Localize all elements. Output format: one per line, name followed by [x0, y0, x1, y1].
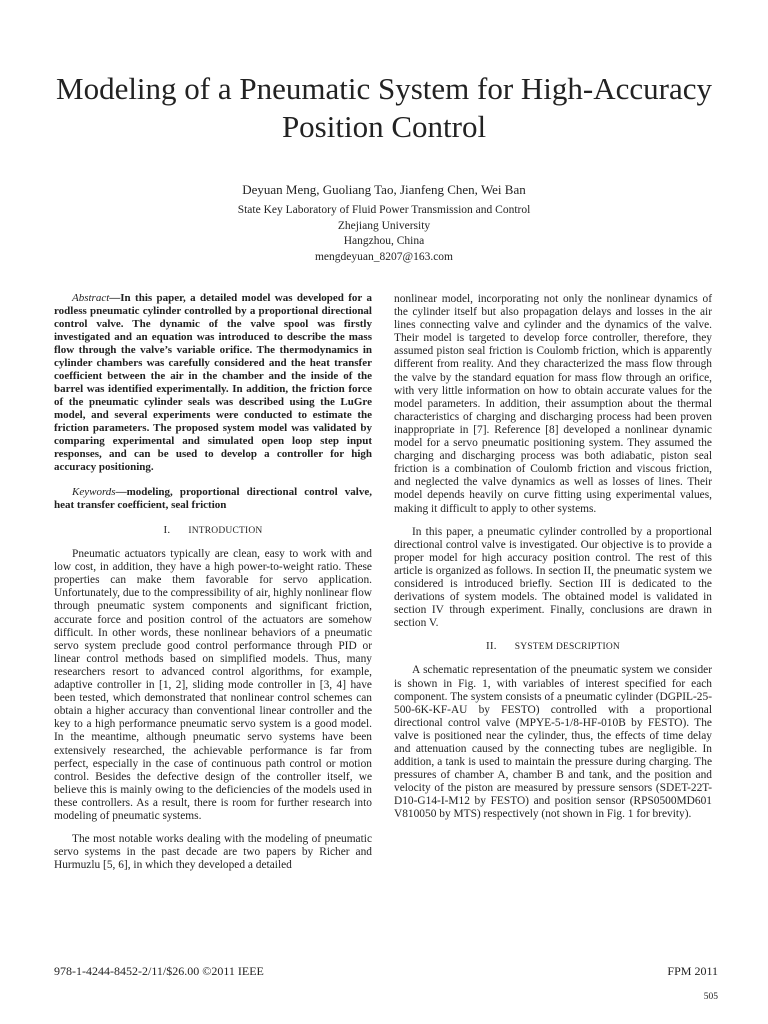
paper-title: [40, 70, 728, 146]
author-list: Deyuan Meng, Guoliang Tao, Jianfeng Chen, Wei Ban: [242, 182, 526, 197]
affiliation-lab: State Key Laboratory of Fluid Power Transmission and Control: [237, 204, 531, 216]
title-line-1: Modeling of a Pneumatic System for High-Accuracy: [56, 71, 712, 106]
section-heading-system-description: [394, 640, 712, 654]
system-paragraph-1: A schematic representation of the pneumatic system we consider is shown in Fig. 1, with variables of interest specified for each component. The system consists of a pneumatic cylinder (DGPIL-25-500-6K-KF-AU by FESTO) controlled with a proportional directional control valve (MPYE-5-1/8-HF-010B by FESTO). The valve is positioned near the cylinder, thus, the effects of time delay and attenuation caused by the connecting tubes are negligible. In addition, a tank is used to maintain the pressure during charging. The pressures of chamber A, chamber B and tank, and the position and velocity of the piston are measured by pressure sensors (SDET-22T-D10-G14-I-M12 by FESTO) and position sensor (RPS0500MD601 V810050 by MTS) respectively (not shown in Fig. 1 for brevity).: [394, 664, 712, 821]
abstract-label: Abstract: [72, 292, 110, 304]
intro-paragraph-1: Pneumatic actuators typically are clean, easy to work with and low cost, in addition, they have a high power-to-weight ratio. These properties can make them favorable for servo application. Unfortunately, due to the compressibility of air, highly nonlinear flow through pneumatic system components and significant friction, accurate force and position control of the actuators are somehow difficult. In other words, these nonlinear behaviors of a pneumatic servo system preclude good control performance through PID or linear control methods based on simplified models. Thus, many researchers resort to advanced control algorithms, for example, adaptive controller in [1, 2], sliding mode controller in [3, 4] have been tested, which demonstrated that nonlinear control schemes can obtain a higher accuracy than conventional linear controller and the key to a high performance pneumatic servo system is a good model. In the meantime, although pneumatic servo systems have been extensively researched, the achievable performance is far from perfect, especially in the case of continuous path control or motion control. Besides the defective design of the controller itself, we believe this is mainly owing to the deficiencies of the models used in these controllers. As a result, there is room for further research into modeling of pneumatic systems.: [54, 548, 372, 822]
intro-paragraph-2-continued: nonlinear model, incorporating not only the nonlinear dynamics of the cylinder itself but also propagation delays and losses in the air lines connecting valve and cylinder and the dynamics of the valve. Their model is targeted to develop force controller, therefore, they assumed piston seal friction is Coulomb friction, which is apparently different from reality. And they characterized the mass flow through the valve by the standard equation for mass flow through an orifice, with very little information on how to obtain accurate values for the model parameters. In addition, their assumption about the thermal characteristics of charging and discharging process had been proven inappropriate in [7]. Reference [8] developed a nonlinear dynamic model for a servo pneumatic positioning system. They assumed the charging and discharging process was both adiabatic, piston seal friction is a combination of Coulomb friction and viscous friction, and neglected the valve dynamics as well as losses of lines. Their model depends heavily on curve fitting using experimental values, making it difficult to apply to other systems.: [394, 293, 712, 515]
affiliation-email[interactable]: mengdeyuan_8207@163.com: [314, 250, 454, 263]
intro-paragraph-3: In this paper, a pneumatic cylinder controlled by a proportional directional control valve is investigated. Our objective is to provide a proper model for high accuracy position control. The rest of this article is organized as follows. In section II, the pneumatic system we considered is introduced briefly. Section III is dedicated to the derivations of system models. The obtained model is validated in section IV through experiment. Finally, conclusions are drawn in section V.: [394, 525, 712, 630]
title-line-2: Position Control: [281, 109, 487, 144]
affiliation-university: Zhejiang University: [337, 219, 431, 232]
keywords-text: —modeling, proportional directional control valve, heat transfer coefficient, seal friction: [54, 486, 372, 511]
section-title: SYSTEM DESCRIPTION: [514, 642, 620, 653]
keywords-label: Keywords: [72, 486, 116, 498]
section-number: II.: [486, 640, 497, 653]
intro-paragraph-2: The most notable works dealing with the modeling of pneumatic servo systems in the past decade are two papers by Richer and Hurmuzlu [5, 6], in which they developed a detailed: [54, 833, 372, 872]
keywords: [54, 486, 372, 512]
footer-isbn-copyright: 978-1-4244-8452-2/11/$26.00 ©2011 IEEE: [54, 964, 264, 978]
page-number: 505: [703, 992, 718, 1002]
affiliation-city: Hangzhou, China: [343, 235, 425, 247]
abstract-text: —In this paper, a detailed model was developed for a rodless pneumatic cylinder controlled by a proportional directional control valve. The dynamic of the valve spool was firstly investigated and an equation was introduced to describe the mass flow through the valve’s variable orifice. The thermodynamics in cylinder chambers was carefully considered and the heat transfer coefficient between the air in the chamber and the inside of the barrel was identified experimentally. In addition, the friction force of the pneumatic cylinder seals was described using the LuGre model, and several experiments were conducted to estimate the friction parameters. The proposed system model was validated by comparing experimental and simulated open loop step input responses, and can be used to develop a controller for high accuracy positioning.: [54, 292, 372, 473]
section-number: I.: [163, 524, 171, 536]
affiliation-block: [40, 203, 728, 265]
right-column: [394, 293, 712, 832]
section-title: INTRODUCTION: [188, 526, 263, 536]
section-heading-introduction: [54, 524, 372, 538]
abstract: [54, 292, 372, 474]
footer-conference: FPM 2011: [667, 964, 718, 978]
left-column: [54, 292, 372, 882]
